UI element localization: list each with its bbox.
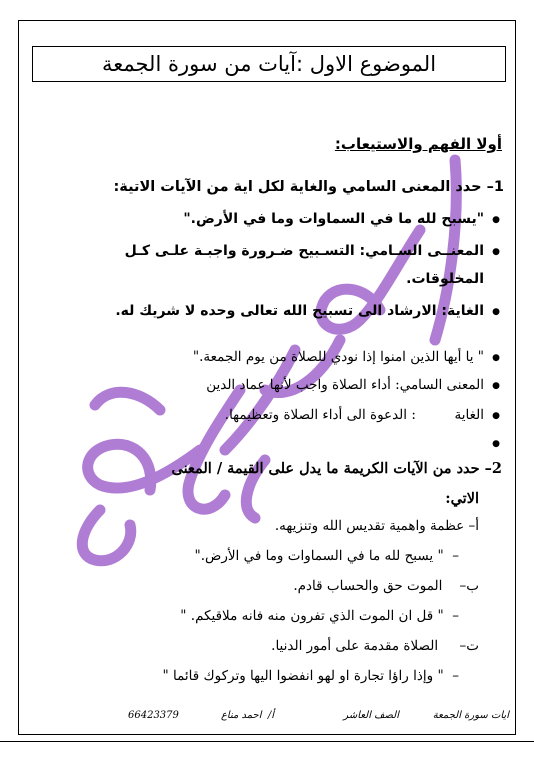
q1-verse-1: ● "يسبح لله ما في السماوات وما في الأرض."	[183, 211, 484, 227]
footer-grade: الصف العاشر	[343, 710, 399, 721]
q2-item-c: ت– الصلاة مقدمة على أمور الدنيا.	[271, 638, 479, 654]
q2-item-a-verse: – " يسبح لله ما في السماوات وما في الأرض."	[194, 548, 459, 564]
q2-item-a: أ– عظمة واهمية تقديس الله وتنزيهه.	[274, 518, 479, 534]
q1-verse-2: ● " يا أيها الذين امنوا إذا نودي للصلاة من يوم الجمعة."	[193, 349, 484, 365]
footer-teacher: أ/ احمد مناع	[220, 710, 274, 721]
q1-meaning-2: ● المعنى السامي: أداء الصلاة واجب لأنها عماد الدين	[206, 377, 484, 393]
q2-item-c-verse: – " وإذا راؤا تجارة او لهو انفضوا اليها وتركوك قائما "	[162, 668, 459, 684]
section-heading: أولا الفهم والاستيعاب:	[334, 135, 502, 153]
question-1: 1– حدد المعنى السامي والغاية لكل اية من الآيات الاتية:	[113, 179, 504, 195]
q2-item-b-verse: – " قل ان الموت الذي تفرون منه فانه ملاقيكم. "	[180, 608, 459, 624]
footer-topic: ايات سورة الجمعة	[432, 710, 509, 721]
q1-meaning-1-cont: المخلوقات.	[406, 271, 484, 287]
q1-goal-2: ● الغاية : الدعوة الى أداء الصلاة وتعظيمها.	[225, 407, 484, 423]
footer-phone: 66423379	[128, 710, 179, 721]
q1-meaning-1: ● المعنــى السـامي: التسـبيح ضـرورة واجبـة علـى كـل	[24, 243, 484, 259]
question-2: 2– حدد من الآيات الكريمة ما يدل على القيمة / المعنى	[171, 460, 502, 477]
question-2-cont: الاتي:	[445, 490, 479, 507]
q2-item-b: ب– الموت حق والحساب قادم.	[293, 578, 479, 594]
page-title: الموضوع الاول :آيات من سورة الجمعة	[101, 52, 437, 76]
q1-goal-1: ● الغاية: الارشاد الى تسبيح الله تعالى وحده لا شريك له.	[115, 303, 484, 319]
